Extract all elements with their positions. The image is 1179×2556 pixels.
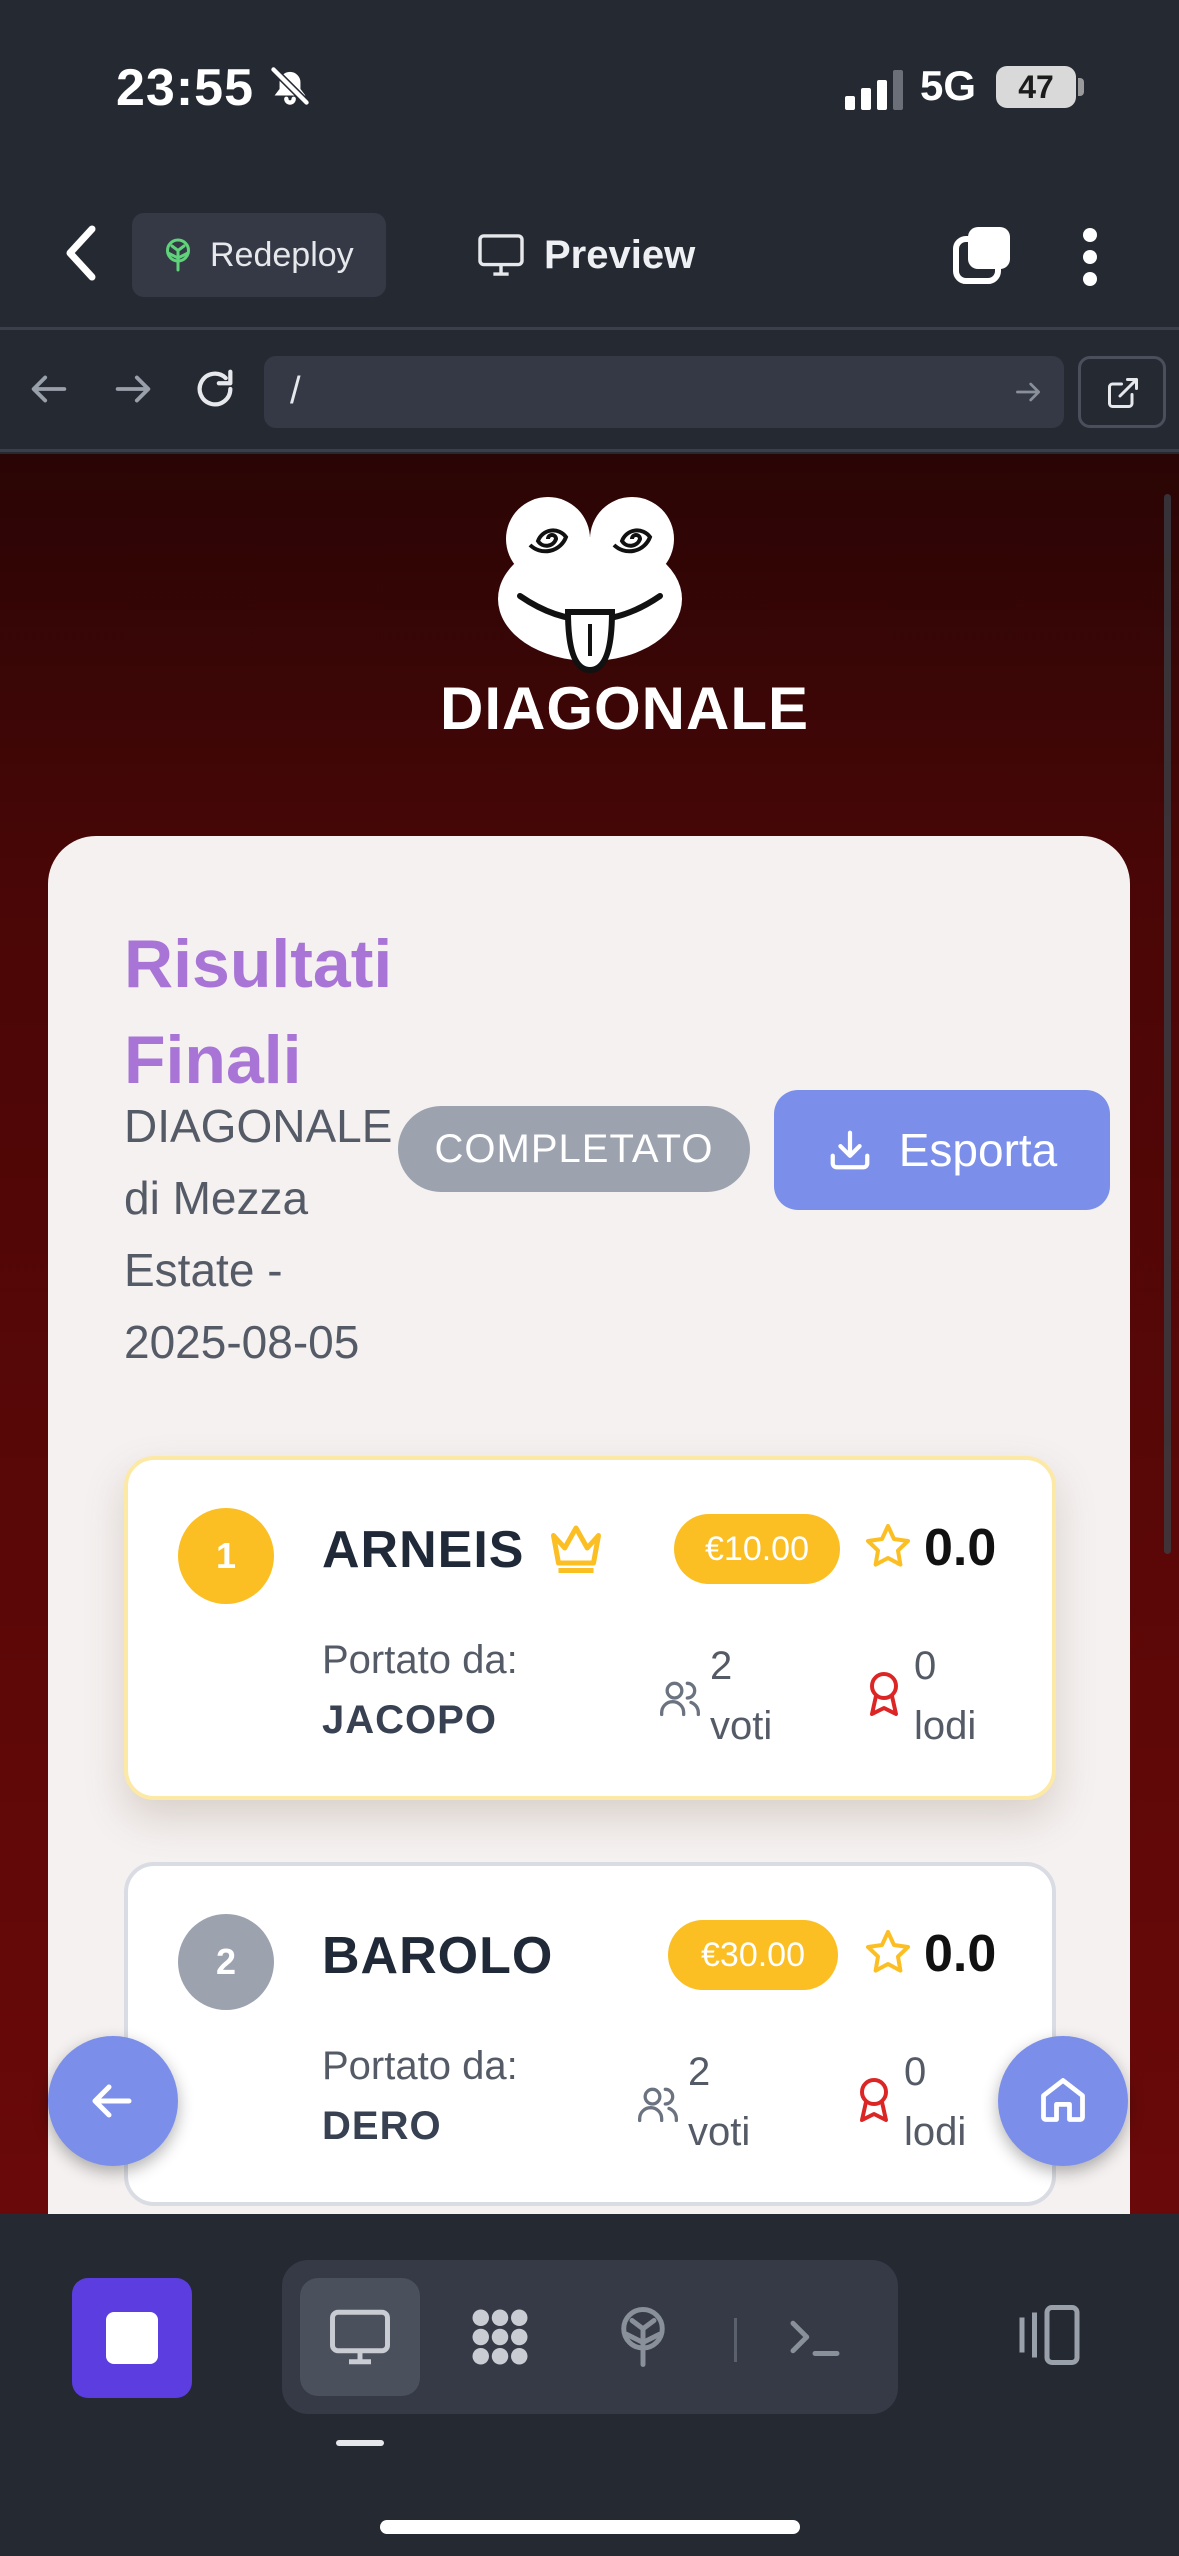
brought-by-label: Portato da: (322, 2044, 518, 2088)
users-icon (658, 1676, 702, 1720)
logo (440, 484, 809, 742)
tabs-icon[interactable] (952, 225, 1012, 285)
wine-name: ARNEIS (322, 1521, 525, 1579)
deploy-tree-icon (160, 237, 196, 273)
network-type: 5G (920, 62, 977, 109)
preview-button[interactable] (478, 213, 695, 297)
frog-mascot-icon (490, 484, 690, 674)
results-card (48, 836, 1130, 2214)
status-time: 23:55 (116, 59, 254, 117)
votes-label: voti (710, 1704, 773, 1748)
more-options-icon[interactable] (1076, 227, 1104, 287)
export-label: Esporta (898, 1124, 1058, 1176)
price-badge: €10.00 (674, 1514, 840, 1584)
bell-off-icon (268, 64, 312, 108)
star-icon (864, 1522, 912, 1570)
stop-icon (106, 2312, 158, 2364)
url-input[interactable] (264, 356, 1064, 428)
preview-label: Preview (544, 232, 696, 277)
brought-by-name: DERO (322, 2104, 442, 2148)
price-badge: €30.00 (668, 1920, 838, 1990)
side-panel-icon[interactable] (1012, 2302, 1082, 2368)
score: 0.0 (924, 1519, 997, 1577)
terminal-icon[interactable] (782, 2304, 848, 2370)
back-fab-button[interactable] (48, 2036, 178, 2166)
app-bar (0, 175, 1179, 330)
workflow-icon[interactable] (467, 2304, 533, 2370)
logo-text: DIAGONALE (440, 675, 809, 742)
open-external-button[interactable] (1078, 356, 1166, 428)
monitor-icon[interactable] (327, 2304, 393, 2370)
home-fab-button[interactable] (998, 2036, 1128, 2166)
bottom-toolbar (0, 2214, 1179, 2556)
lodi-label: lodi (914, 1704, 977, 1748)
lodi-count (914, 1636, 976, 1756)
event-subtitle: DIAGONALE di Mezza Estate - 2025-08-05 (124, 1100, 393, 1368)
export-button[interactable] (774, 1090, 1110, 1210)
battery-tip (1078, 78, 1084, 96)
url-text: / (290, 370, 301, 412)
back-chevron-icon[interactable] (62, 223, 102, 283)
votes-value: 2 (710, 1644, 733, 1688)
wine-result-card[interactable] (124, 1862, 1056, 2206)
signal-icon (845, 70, 905, 110)
scrollbar[interactable] (1164, 494, 1171, 1554)
votes-value: 2 (688, 2050, 711, 2094)
lodi-value: 0 (914, 1644, 937, 1688)
status-badge: COMPLETATO (398, 1106, 750, 1192)
home-indicator (380, 2520, 800, 2534)
brought-by-label: Portato da: (322, 1638, 518, 1682)
rank-badge: 2 (178, 1914, 274, 2010)
web-preview (0, 454, 1179, 2214)
wine-result-card[interactable] (124, 1456, 1056, 1800)
view-switcher (282, 2260, 898, 2414)
wine-name: BAROLO (322, 1927, 554, 1985)
redeploy-label: Redeploy (210, 235, 354, 274)
browser-forward-icon[interactable] (110, 366, 156, 412)
go-arrow-icon[interactable] (1012, 376, 1044, 408)
active-tab-indicator (336, 2440, 384, 2446)
award-icon (854, 2076, 894, 2124)
award-icon (864, 1670, 904, 1718)
votes-count (710, 1636, 772, 1756)
download-icon (827, 1127, 873, 1173)
segment-divider (734, 2318, 737, 2362)
lodi-count (904, 2042, 966, 2162)
users-icon (636, 2082, 680, 2126)
lodi-value: 0 (904, 2050, 927, 2094)
page-title: Risultati Finali (124, 926, 393, 1098)
battery-icon: 47 (996, 66, 1076, 108)
redeploy-button[interactable] (132, 213, 386, 297)
crown-icon (546, 1520, 606, 1576)
monitor-icon (478, 234, 524, 276)
rank-badge: 1 (178, 1508, 274, 1604)
reload-icon[interactable] (192, 366, 238, 412)
browser-bar (0, 332, 1179, 452)
status-bar (0, 0, 1179, 175)
score: 0.0 (924, 1925, 997, 1983)
brought-by-name: JACOPO (322, 1698, 497, 1742)
browser-back-icon[interactable] (26, 366, 72, 412)
votes-count (688, 2042, 750, 2162)
home-icon (1037, 2073, 1089, 2127)
external-link-icon (1105, 375, 1141, 411)
lodi-label: lodi (904, 2110, 967, 2154)
votes-label: voti (688, 2110, 751, 2154)
stop-button[interactable] (72, 2278, 192, 2398)
star-icon (864, 1928, 912, 1976)
arrow-left-icon (89, 2077, 137, 2125)
deploy-icon[interactable] (610, 2304, 676, 2370)
